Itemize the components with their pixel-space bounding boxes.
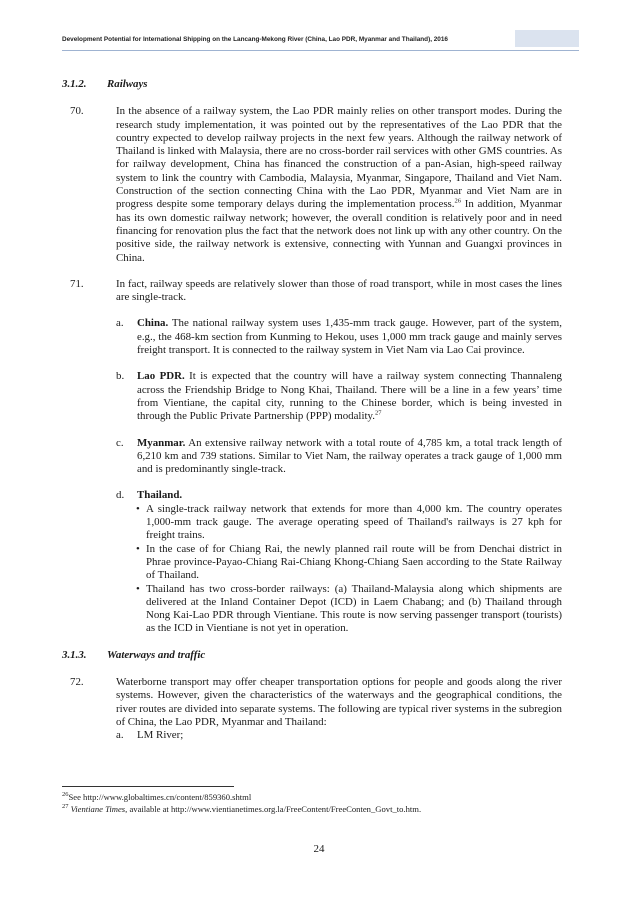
footnote-26 <box>62 792 582 804</box>
running-header: Development Potential for International Shipping on the Lancang-Mekong River (China, Lao PDR, Myanmar and Thailand), 2016 <box>62 36 448 43</box>
footnote-ref-27[interactable]: 27 <box>374 409 382 417</box>
paragraph-70 <box>62 105 562 265</box>
subitem-text: The national railway system uses 1,435-mm track gauge. However, part of the system, e.g., the 468-km section from Kunming to Hekou, uses 1,000 mm track gauge and mainly serves freight transport. It is connected to the railway system in Viet Nam via Lao Cai province. <box>137 317 562 357</box>
subitem-letter: d. <box>116 489 125 502</box>
footnote-source-title: Vientiane Times <box>70 803 126 814</box>
paragraph-text: Waterborne transport may offer cheaper transportation options for people and goods along the river systems. However, given the characteristics of the waterways and the geographical conditions, the river routes are divided into separate systems. The following are typical river systems in the subregion of China, the Lao PDR, Myanmar and Thailand: <box>116 675 562 728</box>
section-number: 3.1.3. <box>62 648 87 661</box>
footnote-text: See http://www.globaltimes.cn/content/859360.shtml <box>68 792 252 802</box>
bullet-text: Thailand has two cross-border railways: (a) Thailand-Malaysia along which shipments are delivered at the Inland Container Depot (ICD) in Laem Chabang; and (b) Thailand through Nong Kai-Lao PDR through Vientiane. This route is now serving passenger transport (tourists) as the ICD in Vientiane is not yet in operation. <box>146 582 562 635</box>
paragraph-text-continued: In addition, Myanmar has its own domestic railway network; however, the overall condition is relatively poor and in need financing for renovation plus the fact that the network does not link up with any other country. On the positive side, the railway network is extensive, connecting with Yunnan and Guangxi provinces in China. <box>116 198 562 264</box>
section-heading-railways <box>62 78 562 91</box>
paragraph-number: 72. <box>70 675 84 688</box>
subitem-lm-river <box>62 729 562 742</box>
bullet-icon: • <box>136 502 140 515</box>
footnote-separator <box>62 786 234 787</box>
footnote-ref-26[interactable]: 26 <box>454 197 462 205</box>
subitem-text: LM River; <box>137 729 184 742</box>
paragraph-number: 70. <box>70 105 84 118</box>
subitem-text: An extensive railway network with a total route of 4,785 km, a total track length of 6,210 km and 739 stations. Similar to Viet Nam, the railway operates a track gauge of 1,000 mm and is predominantly single-track. <box>137 436 562 476</box>
subitem-letter: a. <box>116 729 124 742</box>
page-number: 24 <box>313 843 325 855</box>
paragraph-text: In the absence of a railway system, the Lao PDR mainly relies on other transport modes. During the research study implementation, it was pointed out by the representatives of the Lao PDR that the country expected to develop railway projects in the next few years. Although the railway network of Thailand is linked with Malaysia, there are no cross-border rail services with other GMS countries. As for railway development, China has financed the construction of a pan-Asian, high-speed railway system to link the country with Cambodia, Malaysia, Myanmar, Singapore, Thailand and Viet Nam. Construction of the section connecting China with the Lao PDR, Myanmar and Viet Nam are in progress despite some temporary delays during the implementation process. <box>116 105 562 211</box>
subitem-china <box>62 317 562 357</box>
bullet-text: In the case of for Chiang Rai, the newly planned rail route will be from Denchai district in Phrae province-Payao-Chiang Rai-Chiang Khong-Chiang Saen according to the State Railway of Thailand. <box>146 542 562 582</box>
subitem-letter: b. <box>116 370 125 383</box>
subitem-thailand <box>62 489 562 502</box>
bullet-icon: • <box>136 582 140 595</box>
paragraph-72 <box>62 676 562 729</box>
list-item <box>62 503 562 543</box>
subitem-label: Lao PDR. <box>137 370 185 383</box>
footnote-text: , available at http://www.vientianetimes.org.la/FreeContent/FreeConten_Govt_to.htm. <box>125 803 422 814</box>
section-title: Waterways and traffic <box>107 648 206 661</box>
paragraph-text: In fact, railway speeds are relatively slower than those of road transport, while in most cases the lines are single-track. <box>116 277 562 304</box>
section-heading-waterways <box>62 649 562 662</box>
section-number: 3.1.2. <box>62 78 87 90</box>
section-title: Railways <box>107 78 148 90</box>
page-content <box>62 78 562 742</box>
bullet-text: A single-track railway network that extends for more than 4,000 km. The country operates 1,000-mm track gauge. The average operating speed of Thailand's railways is 27 kph for freight trains. <box>146 502 562 542</box>
footnotes <box>62 792 582 815</box>
list-item <box>62 543 562 583</box>
list-item <box>62 583 562 636</box>
subitem-label: Myanmar. <box>137 436 186 449</box>
bullet-icon: • <box>136 542 140 555</box>
footnote-number: 26 <box>62 791 69 799</box>
subitem-myanmar <box>62 437 562 477</box>
subitem-text: It is expected that the country will have a railway system connecting Thannaleng across the Friendship Bridge to Nong Khai, Thailand. There will be a line in a few years’ time from Vientiane, the capital city, running to the Chinese border, which is being invested in through the Public Private Partnership (PPP) modality. <box>137 370 562 423</box>
subitem-letter: c. <box>116 436 124 449</box>
paragraph-number: 71. <box>70 277 84 290</box>
header-accent-bar <box>515 30 579 47</box>
subitem-letter: a. <box>116 317 124 330</box>
subitem-lao-pdr <box>62 370 562 423</box>
subitem-label: Thailand. <box>137 489 183 502</box>
paragraph-71 <box>62 278 562 305</box>
subitem-label: China. <box>137 317 169 330</box>
footnote-number: 27 <box>62 802 69 810</box>
header-rule <box>62 50 579 51</box>
thailand-bullet-list <box>62 503 562 636</box>
footnote-27 <box>62 804 582 816</box>
